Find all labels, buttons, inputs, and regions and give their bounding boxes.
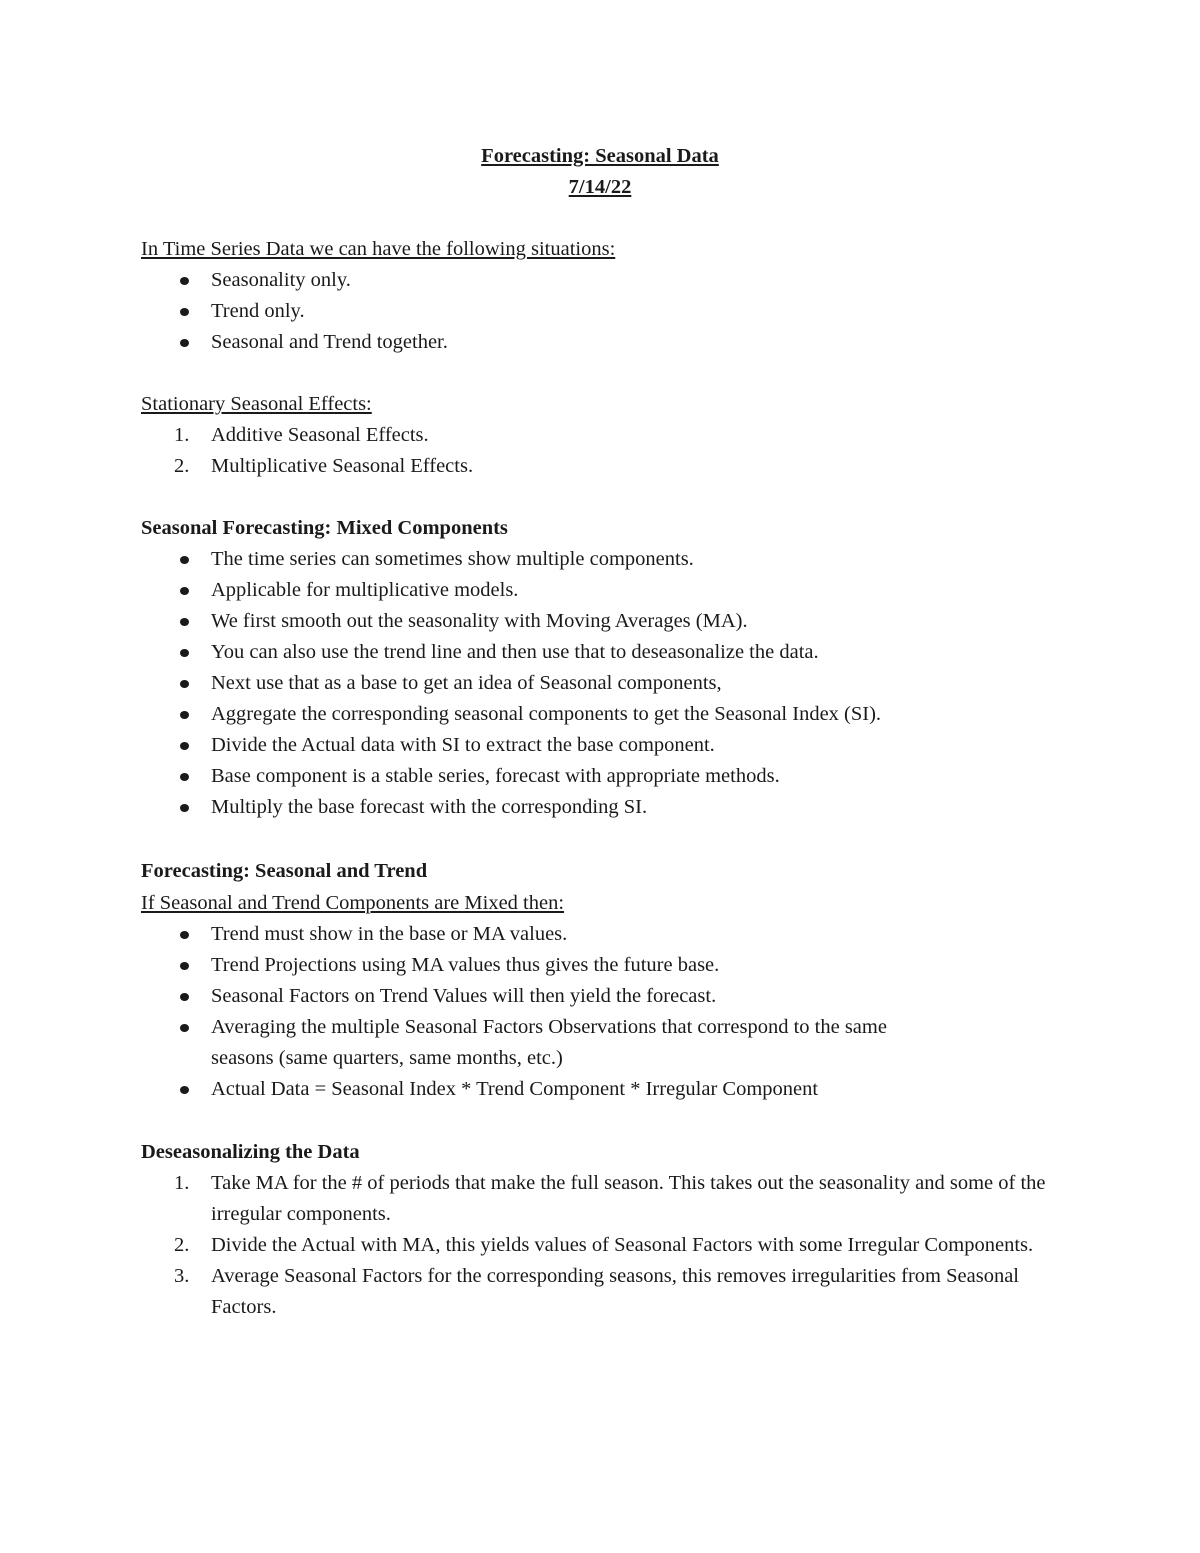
bullet-icon (180, 680, 189, 688)
list-item: 1. Additive Seasonal Effects. (174, 424, 429, 446)
list-item: Trend only. (141, 296, 1101, 327)
bullet-icon (180, 1024, 189, 1032)
mixed-heading: Seasonal Forecasting: Mixed Components (141, 517, 508, 539)
document-date: 7/14/22 (568, 176, 632, 198)
list-item: Trend must show in the base or MA values. (141, 919, 1101, 950)
list-item: Averaging the multiple Seasonal Factors Observations that correspond to the same seasons (same quarters, same months, etc.) (141, 1012, 1101, 1074)
seasonal-trend-subheading: If Seasonal and Trend Components are Mixed then: (141, 892, 565, 914)
bullet-icon (180, 649, 189, 657)
seasonal-trend-heading: Forecasting: Seasonal and Trend (141, 860, 428, 882)
bullet-icon (180, 993, 189, 1001)
bullet-icon (180, 804, 189, 812)
deseasonalizing-list (141, 1168, 1071, 1323)
bullet-icon (180, 1086, 189, 1094)
list-item: Actual Data = Seasonal Index * Trend Component * Irregular Component (141, 1074, 1101, 1105)
list-item: Divide the Actual data with SI to extract the base component. (141, 730, 1101, 761)
list-item: The time series can sometimes show multiple components. (141, 544, 1101, 575)
bullet-icon (180, 711, 189, 719)
seasonal-trend-list (141, 919, 1101, 1105)
bullet-icon (180, 556, 189, 564)
list-item: 2. Divide the Actual with MA, this yields values of Seasonal Factors with some Irregular Components. (174, 1234, 1034, 1256)
stationary-heading: Stationary Seasonal Effects: (141, 393, 372, 415)
list-item: Seasonal Factors on Trend Values will then yield the forecast. (141, 981, 1101, 1012)
bullet-icon (180, 618, 189, 626)
bullet-icon (180, 587, 189, 595)
list-item: Trend Projections using MA values thus gives the future base. (141, 950, 1101, 981)
bullet-icon (180, 773, 189, 781)
bullet-icon (180, 277, 189, 285)
bullet-icon (180, 339, 189, 347)
document-title: Forecasting: Seasonal Data (481, 145, 719, 167)
situations-heading: In Time Series Data we can have the following situations: (141, 238, 616, 260)
list-item: Base component is a stable series, forecast with appropriate methods. (141, 761, 1101, 792)
list-item: You can also use the trend line and then use that to deseasonalize the data. (141, 637, 1101, 668)
list-item: Multiply the base forecast with the corresponding SI. (141, 792, 1101, 823)
list-item: Seasonality only. (141, 265, 1101, 296)
bullet-icon (180, 308, 189, 316)
stationary-list (141, 420, 1101, 482)
bullet-icon (180, 742, 189, 750)
list-item: We first smooth out the seasonality with Moving Averages (MA). (141, 606, 1101, 637)
list-item: Next use that as a base to get an idea of Seasonal components, (141, 668, 1101, 699)
situations-list (141, 265, 1101, 358)
list-item: Applicable for multiplicative models. (141, 575, 1101, 606)
bullet-icon (180, 962, 189, 970)
list-item: Aggregate the corresponding seasonal components to get the Seasonal Index (SI). (141, 699, 1101, 730)
list-item: 2. Multiplicative Seasonal Effects. (174, 455, 474, 477)
list-item: 1. Take MA for the # of periods that make the full season. This takes out the seasonality and some of the irregular components. (174, 1172, 1046, 1225)
mixed-list (141, 544, 1101, 823)
list-item: 3. Average Seasonal Factors for the corresponding seasons, this removes irregularities from Seasonal Factors. (174, 1265, 1019, 1318)
bullet-icon (180, 931, 189, 939)
list-item: Seasonal and Trend together. (141, 327, 1101, 358)
deseasonalizing-heading: Deseasonalizing the Data (141, 1141, 360, 1163)
